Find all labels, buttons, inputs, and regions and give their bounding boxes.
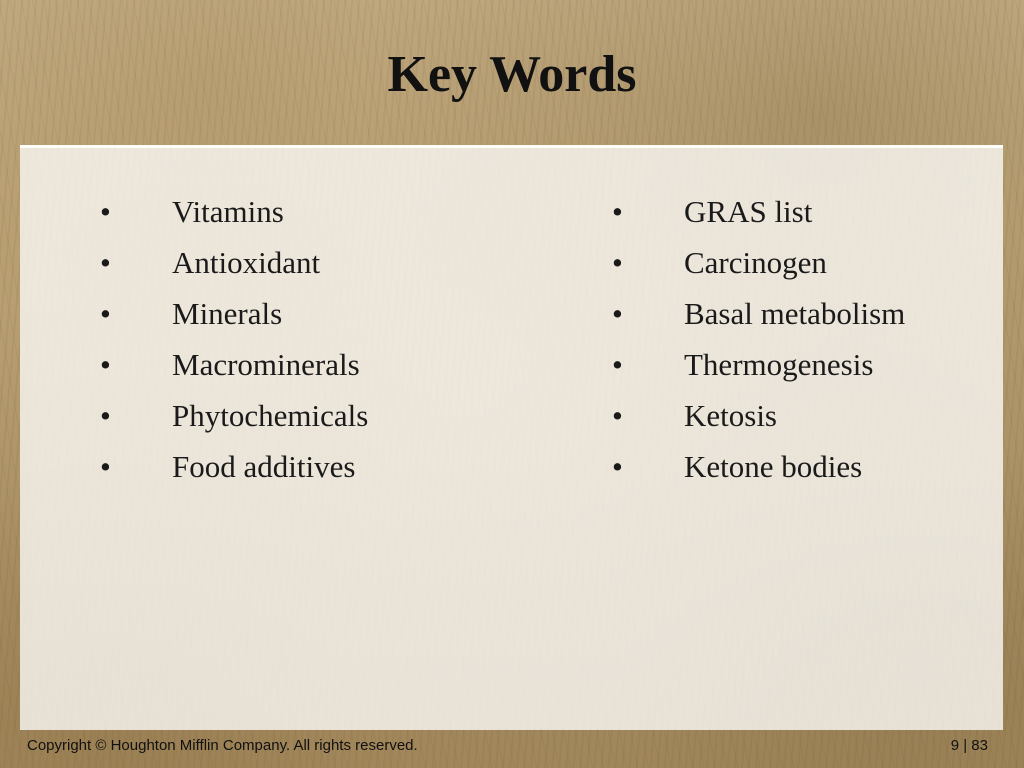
keyword-label: Carcinogen xyxy=(684,245,827,280)
bullet-icon: • xyxy=(100,347,111,382)
list-item xyxy=(100,186,520,237)
page-number: 9 | 83 xyxy=(950,737,988,754)
content-panel xyxy=(20,145,1003,730)
list-item xyxy=(612,237,992,288)
list-item xyxy=(612,441,992,492)
bullet-icon: • xyxy=(612,194,623,229)
bullet-icon: • xyxy=(100,296,111,331)
bullet-icon: • xyxy=(100,194,111,229)
bullet-icon: • xyxy=(612,296,623,331)
bullet-icon: • xyxy=(100,449,111,484)
bullet-icon: • xyxy=(612,449,623,484)
list-item xyxy=(100,441,520,492)
list-item xyxy=(100,339,520,390)
keyword-label: Ketone bodies xyxy=(684,449,863,484)
keyword-label: Antioxidant xyxy=(172,245,321,280)
slide-title: Key Words xyxy=(387,46,637,103)
keyword-label: Basal metabolism xyxy=(684,296,906,331)
list-item xyxy=(612,186,992,237)
list-item xyxy=(612,339,992,390)
keyword-label: Thermogenesis xyxy=(684,347,874,382)
left-keyword-list xyxy=(100,186,520,492)
list-item xyxy=(612,288,992,339)
keyword-label: Phytochemicals xyxy=(172,398,369,433)
list-item xyxy=(100,288,520,339)
slide-footer xyxy=(0,730,1024,768)
bullet-icon: • xyxy=(100,245,111,280)
bullet-icon: • xyxy=(612,398,623,433)
keyword-label: Food additives xyxy=(172,449,356,484)
copyright-notice: Copyright © Houghton Mifflin Company. All rights reserved. xyxy=(27,737,418,754)
bullet-icon: • xyxy=(100,398,111,433)
keyword-label: Ketosis xyxy=(684,398,777,433)
list-item xyxy=(100,237,520,288)
right-keyword-list xyxy=(612,186,992,492)
bullet-icon: • xyxy=(612,245,623,280)
bullet-icon: • xyxy=(612,347,623,382)
keyword-label: GRAS list xyxy=(684,194,813,229)
keyword-label: Macrominerals xyxy=(172,347,360,382)
keyword-label: Minerals xyxy=(172,296,283,331)
keyword-label: Vitamins xyxy=(172,194,284,229)
title-area xyxy=(0,0,1024,145)
list-item xyxy=(100,390,520,441)
list-item xyxy=(612,390,992,441)
